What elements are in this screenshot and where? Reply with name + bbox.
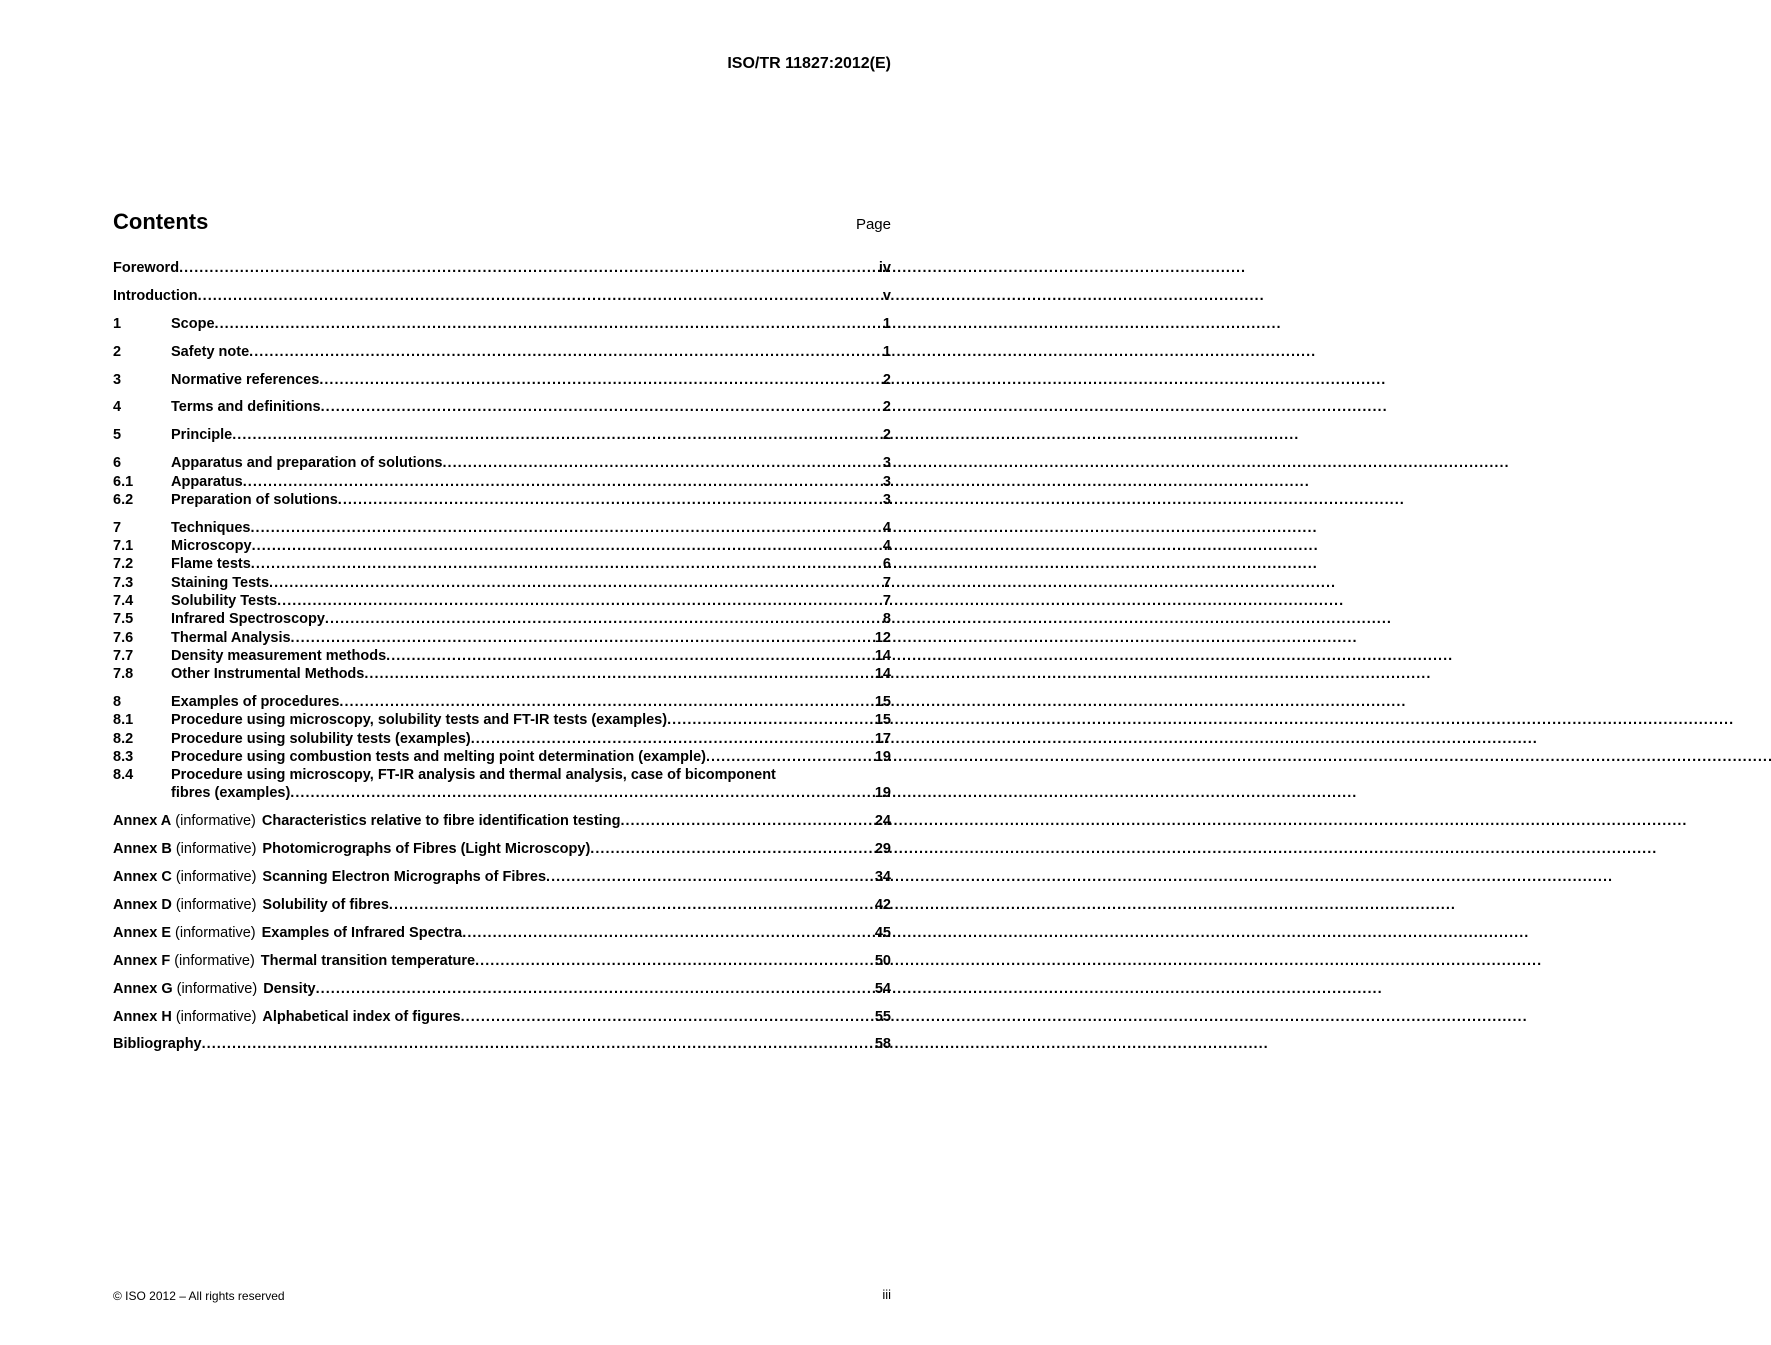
toc-page: 3: [882, 455, 891, 472]
toc-title: Other Instrumental Methods: [171, 666, 365, 683]
leader-dots: [389, 896, 875, 914]
toc-page: 6: [882, 556, 891, 573]
toc-page: 50: [874, 952, 891, 969]
toc-number: 7.8: [113, 666, 134, 683]
toc-page: 55: [874, 1008, 891, 1025]
toc-entry-4[interactable]: [113, 398, 891, 416]
leader-dots: [290, 784, 875, 802]
toc-title: Foreword: [113, 260, 180, 276]
annex-status: (informative): [175, 897, 257, 914]
toc-title: Flame tests: [171, 556, 251, 573]
table-of-contents: [113, 259, 891, 1063]
toc-title: Staining Tests: [171, 574, 270, 591]
toc-number: 2: [113, 343, 122, 360]
leader-dots: [338, 491, 883, 509]
toc-title: Procedure using microscopy, FT-IR analysis and thermal analysis, case of bicomponent: [171, 767, 776, 784]
toc-title: Scope: [171, 315, 215, 332]
leader-dots: [667, 711, 875, 729]
toc-number: 3: [113, 371, 122, 388]
toc-title: Apparatus: [171, 473, 243, 490]
toc-group-foreword: [113, 259, 891, 277]
toc-group-5: [113, 426, 891, 444]
annex-label: Annex A: [113, 813, 172, 830]
toc-title: Solubility Tests: [171, 592, 278, 609]
annex-label: Annex G: [113, 980, 173, 997]
toc-page: 14: [874, 666, 891, 683]
toc-entry-7-4[interactable]: [113, 592, 891, 610]
toc-entry-annex-c[interactable]: [113, 868, 891, 886]
annex-label: Annex D: [113, 897, 172, 914]
toc-title: Normative references: [171, 371, 320, 388]
toc-number: 7.4: [113, 592, 134, 609]
leader-dots: [249, 343, 883, 361]
toc-title: Terms and definitions: [171, 399, 321, 416]
toc-title: Procedure using combustion tests and melting point determination (example): [171, 748, 706, 765]
toc-page: iv: [878, 260, 891, 276]
page-number: iii: [882, 1287, 891, 1302]
toc-entry-6[interactable]: [113, 454, 891, 472]
toc-page: 14: [874, 647, 891, 664]
annex-label: Annex E: [113, 924, 172, 941]
leader-dots: [546, 868, 875, 886]
toc-entry-annex-f[interactable]: [113, 952, 891, 970]
toc-title: Thermal transition temperature: [260, 952, 476, 969]
toc-page: 29: [874, 841, 891, 858]
toc-title: Safety note: [171, 343, 250, 360]
toc-group-annex-d: [113, 896, 891, 914]
toc-page: 24: [874, 813, 891, 830]
leader-dots: [215, 315, 883, 333]
toc-title: Alphabetical index of figures: [262, 1008, 461, 1025]
leader-dots: [252, 537, 883, 555]
annex-status: (informative): [175, 841, 257, 858]
toc-entry-7[interactable]: [113, 519, 891, 537]
leader-dots: [386, 647, 875, 665]
toc-entry-3[interactable]: [113, 371, 891, 389]
document-id: ISO/TR 11827:2012(E): [727, 55, 891, 72]
toc-title: Examples of procedures: [171, 693, 340, 710]
toc-group-annex-h: [113, 1008, 891, 1026]
toc-page: 1: [882, 315, 891, 332]
leader-dots: [251, 519, 883, 537]
toc-group-6: [113, 454, 891, 509]
toc-entry-introduction[interactable]: [113, 287, 891, 305]
leader-dots: [590, 840, 875, 858]
toc-number: 5: [113, 427, 122, 444]
toc-group-8: [113, 693, 891, 803]
toc-title: Thermal Analysis: [171, 629, 291, 646]
toc-number: 7.6: [113, 629, 134, 646]
toc-number: 1: [113, 315, 122, 332]
leader-dots: [232, 426, 883, 444]
toc-entry-6-2[interactable]: [113, 491, 891, 509]
toc-number: 8: [113, 693, 122, 710]
toc-group-annex-e: [113, 924, 891, 942]
leader-dots: [269, 574, 883, 592]
toc-title: fibres (examples): [171, 785, 291, 802]
leader-dots: [475, 952, 875, 970]
toc-group-introduction: [113, 287, 891, 305]
toc-page: 34: [874, 869, 891, 886]
toc-entry-7-7[interactable]: [113, 647, 891, 665]
toc-page: 4: [882, 538, 891, 555]
leader-dots: [443, 454, 883, 472]
toc-page: 17: [874, 730, 891, 747]
toc-entry-annex-b[interactable]: [113, 840, 891, 858]
toc-group-annex-a: [113, 812, 891, 830]
toc-page: 58: [874, 1036, 891, 1053]
toc-entry-7-2[interactable]: [113, 555, 891, 573]
toc-title: Microscopy: [171, 538, 252, 555]
toc-title: Introduction: [113, 287, 198, 304]
toc-title: Density: [263, 980, 316, 997]
annex-label: Annex C: [113, 869, 172, 886]
toc-title: Preparation of solutions: [171, 491, 338, 508]
toc-page: 1: [882, 343, 891, 360]
toc-title: Bibliography: [113, 1036, 202, 1053]
leader-dots: [202, 1035, 875, 1053]
toc-number: 7.7: [113, 647, 134, 664]
toc-title: Infrared Spectroscopy: [171, 611, 325, 628]
toc-group-annex-b: [113, 840, 891, 858]
toc-title: Characteristics relative to fibre identification testing: [261, 813, 621, 830]
toc-entry-7-5[interactable]: [113, 610, 891, 628]
toc-entry-annex-a[interactable]: [113, 812, 891, 830]
toc-title: Density measurement methods: [171, 647, 387, 664]
toc-page: 2: [882, 399, 891, 416]
toc-number: 6.1: [113, 473, 134, 490]
toc-entry-8-4[interactable]: [113, 766, 891, 784]
leader-dots: [620, 812, 874, 830]
annex-status: (informative): [175, 813, 256, 830]
toc-page: v: [882, 287, 891, 304]
toc-group-annex-g: [113, 980, 891, 998]
toc-page: 3: [882, 473, 891, 490]
toc-page: 3: [882, 491, 891, 508]
toc-number: 8.3: [113, 748, 134, 765]
toc-entry-annex-h[interactable]: [113, 1008, 891, 1026]
toc-group-1: [113, 315, 891, 333]
toc-group-3: [113, 371, 891, 389]
leader-dots: [321, 398, 883, 416]
toc-entry-annex-g[interactable]: [113, 980, 891, 998]
toc-page: 7: [882, 592, 891, 609]
leader-dots: [316, 980, 875, 998]
leader-dots: [251, 555, 883, 573]
toc-number: 8.4: [113, 767, 134, 784]
toc-page: 4: [882, 519, 891, 536]
toc-page: 19: [874, 785, 891, 802]
toc-entry-1[interactable]: [113, 315, 891, 333]
leader-dots: [277, 592, 883, 610]
toc-group-annex-c: [113, 868, 891, 886]
leader-dots: [471, 730, 875, 748]
toc-number: 6: [113, 455, 122, 472]
toc-entry-7-3[interactable]: [113, 574, 891, 592]
toc-group-annex-f: [113, 952, 891, 970]
toc-entry-7-8[interactable]: [113, 665, 891, 683]
toc-title: Examples of Infrared Spectra: [261, 924, 463, 941]
toc-number: 6.2: [113, 491, 134, 508]
leader-dots: [339, 693, 874, 711]
toc-entry-8-4-continued[interactable]: [113, 784, 891, 802]
toc-number: 8.2: [113, 730, 134, 747]
toc-entry-5[interactable]: [113, 426, 891, 444]
leader-dots: [462, 924, 875, 942]
toc-page: 8: [882, 611, 891, 628]
annex-status: (informative): [176, 980, 258, 997]
toc-entry-8-1[interactable]: [113, 711, 891, 729]
annex-label: Annex H: [113, 1008, 172, 1025]
toc-number: 7.1: [113, 538, 134, 555]
toc-group-2: [113, 343, 891, 361]
annex-status: (informative): [175, 869, 257, 886]
leader-dots: [364, 665, 875, 683]
toc-group-4: [113, 398, 891, 416]
leader-dots: [325, 610, 883, 628]
toc-page: 42: [874, 897, 891, 914]
toc-number: 7: [113, 519, 122, 536]
toc-entry-8-3[interactable]: [113, 748, 891, 766]
toc-page: 15: [874, 693, 891, 710]
toc-page: 15: [874, 712, 891, 729]
toc-entry-8[interactable]: [113, 693, 891, 711]
toc-entry-annex-d[interactable]: [113, 896, 891, 914]
toc-title: Photomicrographs of Fibres (Light Microscopy): [262, 841, 591, 858]
toc-entry-7-6[interactable]: [113, 629, 891, 647]
toc-title: Scanning Electron Micrographs of Fibres: [262, 869, 547, 886]
leader-dots: [461, 1008, 875, 1026]
leader-dots: [198, 287, 883, 305]
toc-number: 8.1: [113, 712, 134, 729]
toc-page: 54: [874, 980, 891, 997]
toc-group-7: [113, 519, 891, 684]
toc-entry-foreword[interactable]: [113, 259, 891, 277]
leader-dots: [706, 748, 875, 766]
annex-status: (informative): [175, 1008, 257, 1025]
leader-dots: [243, 473, 883, 491]
toc-page: 2: [882, 371, 891, 388]
page-column-label: Page: [855, 216, 891, 233]
toc-number: 7.3: [113, 574, 134, 591]
annex-label: Annex F: [113, 952, 171, 969]
contents-title: Contents: [113, 209, 209, 234]
annex-label: Annex B: [113, 841, 172, 858]
toc-title: Apparatus and preparation of solutions: [171, 455, 443, 472]
leader-dots: [319, 371, 883, 389]
toc-entry-annex-e[interactable]: [113, 924, 891, 942]
leader-dots: [179, 259, 879, 277]
toc-page: 45: [874, 924, 891, 941]
toc-page: 12: [874, 629, 891, 646]
toc-title: Procedure using solubility tests (examples): [171, 730, 471, 747]
toc-title: Principle: [171, 427, 233, 444]
toc-entry-2[interactable]: [113, 343, 891, 361]
toc-number: 4: [113, 399, 122, 416]
toc-entry-7-1[interactable]: [113, 537, 891, 555]
toc-number: 7.5: [113, 611, 134, 628]
leader-dots: [291, 629, 875, 647]
toc-entry-6-1[interactable]: [113, 473, 891, 491]
toc-number: 7.2: [113, 556, 134, 573]
toc-page: 7: [882, 574, 891, 591]
toc-title: Procedure using microscopy, solubility tests and FT-IR tests (examples): [171, 712, 668, 729]
toc-entry-8-2[interactable]: [113, 730, 891, 748]
toc-page: 19: [874, 748, 891, 765]
annex-status: (informative): [175, 924, 256, 941]
toc-entry-bibliography[interactable]: [113, 1035, 891, 1053]
annex-status: (informative): [174, 952, 255, 969]
copyright-notice: © ISO 2012 – All rights reserved: [113, 1289, 285, 1303]
toc-title: Solubility of fibres: [262, 897, 389, 914]
toc-group-bibliography: [113, 1035, 891, 1053]
toc-title: Techniques: [171, 519, 251, 536]
toc-page: 2: [882, 427, 891, 444]
